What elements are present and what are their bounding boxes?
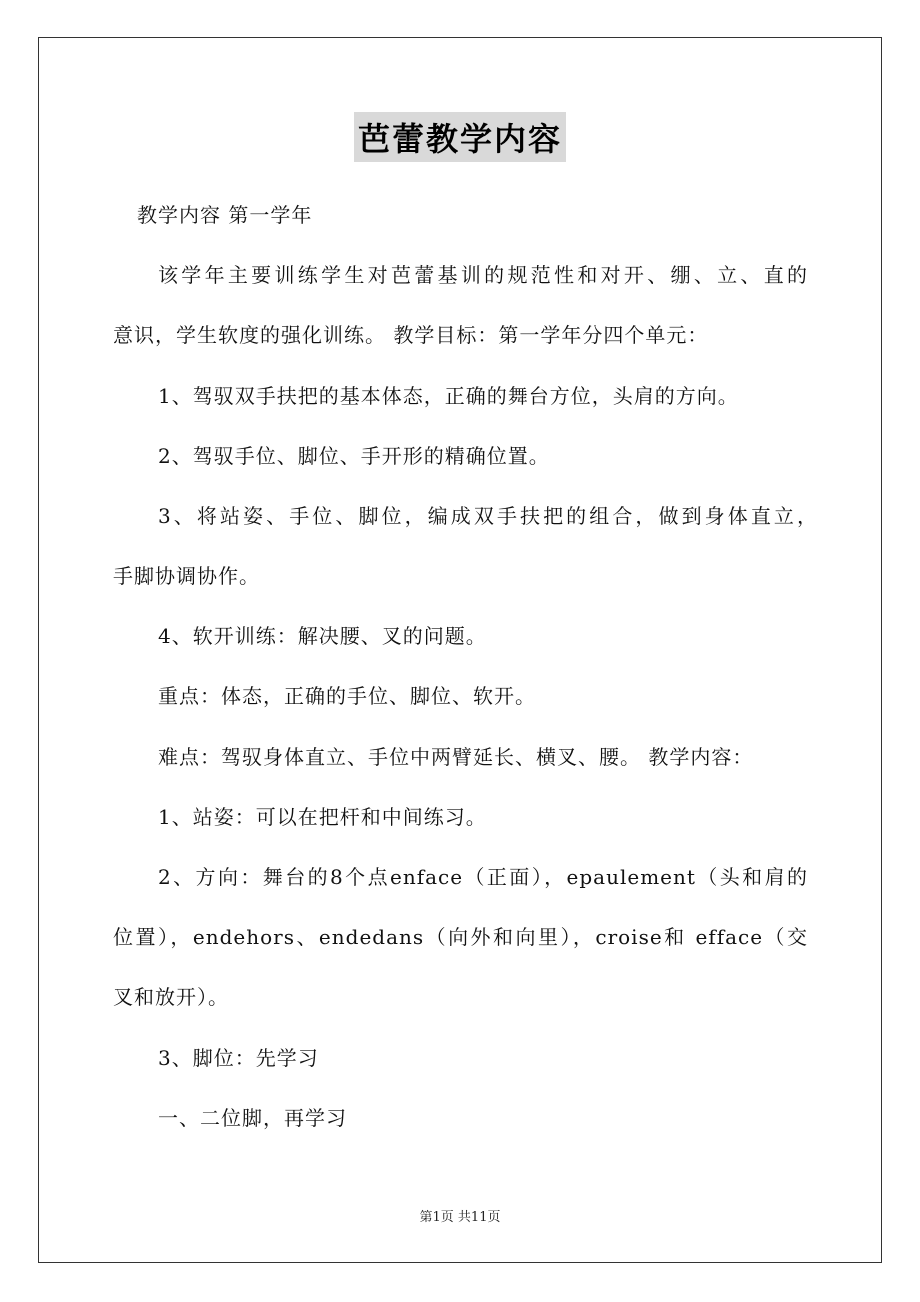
- paragraph-line: 手脚协调协作。: [113, 564, 260, 588]
- paragraph-line: 叉和放开）。: [113, 985, 229, 1009]
- paragraph-line: 意识，学生软度的强化训练。 教学目标：第一学年分四个单元：: [113, 323, 709, 347]
- paragraph-line: 2、方向：舞台的8个点enface（正面），epaulement（头和肩的: [158, 865, 808, 889]
- paragraph-line: 3、将站姿、手位、脚位，编成双手扶把的组合，做到身体直立，: [158, 504, 818, 528]
- paragraph-line: 2、驾驭手位、脚位、手开形的精确位置。: [158, 444, 550, 468]
- paragraph-line: 1、站姿：可以在把杆和中间练习。: [158, 805, 487, 829]
- page-footer: 第1页 共11页: [419, 1210, 501, 1225]
- paragraph-line: 位置），endehors、endedans（向外和向里），croise和 efface（交: [113, 925, 808, 949]
- document-title: 芭蕾教学内容: [354, 112, 566, 162]
- document-title-wrap: [0, 112, 920, 162]
- paragraph-line: 难点：驾驭身体直立、手位中两臂延长、横叉、腰。 教学内容：: [158, 745, 754, 769]
- paragraph-line: 该学年主要训练学生对芭蕾基训的规范性和对开、绷、立、直的: [158, 263, 808, 287]
- paragraph-line: 重点：体态，正确的手位、脚位、软开。: [158, 684, 536, 708]
- paragraph-line: 4、软开训练：解决腰、叉的问题。: [158, 624, 487, 648]
- paragraph-line: 3、脚位：先学习: [158, 1046, 319, 1070]
- paragraph-line: 1、驾驭双手扶把的基本体态，正确的舞台方位，头肩的方向。: [158, 384, 739, 408]
- paragraph-line: 一、二位脚，再学习: [158, 1106, 347, 1130]
- paragraph-line: 教学内容 第一学年: [137, 203, 313, 227]
